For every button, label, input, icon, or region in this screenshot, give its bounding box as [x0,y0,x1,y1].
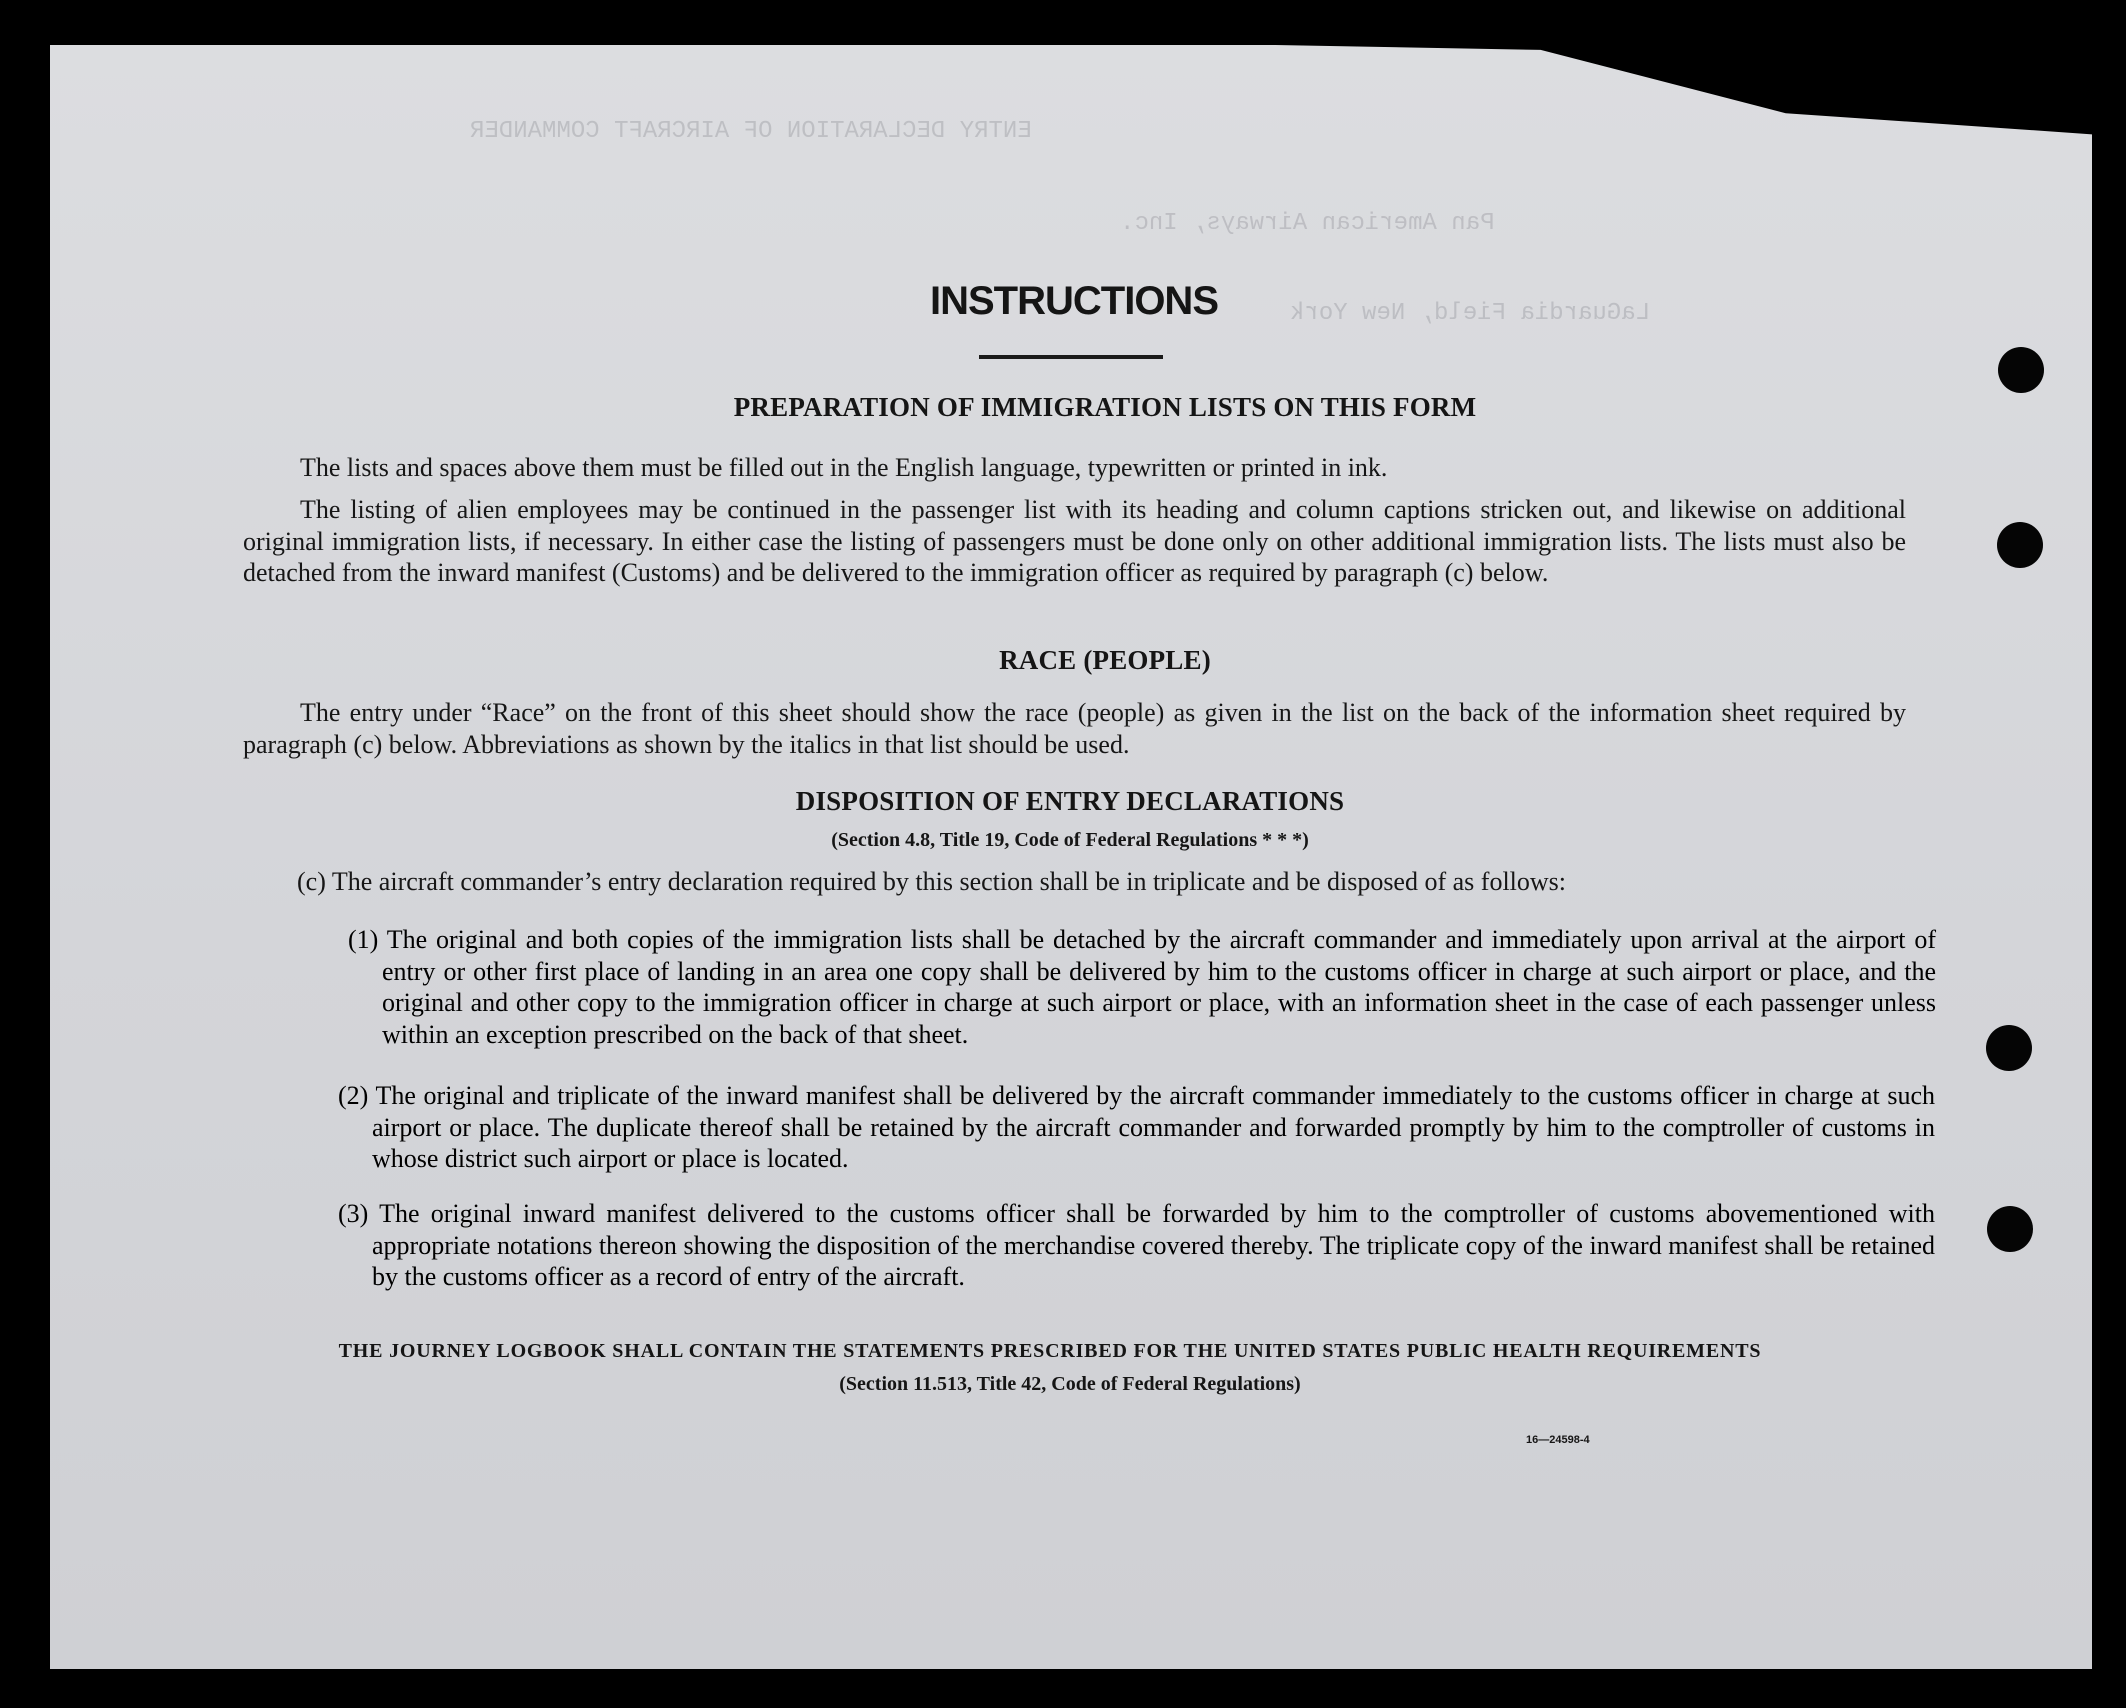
punch-hole [1986,1025,2032,1071]
paragraph-preparation-1 [243,452,1906,484]
section-heading-disposition: DISPOSITION OF ENTRY DECLARATIONS [795,786,1345,816]
list-item-1: (1) The original and both copies of the immigration lists shall be detached by the aircraft commander and immediately upon arrival at the airport of entry or other first place of landing in an area one copy shall be delivered by him to the customs officer in charge at such airport or place, and the original and other copy to the immigration officer in charge at such airport or place, with an information sheet in the case of each passenger unless within an exception prescribed on the back of that sheet. [348,925,1936,1049]
list-item-2: (2) The original and triplicate of the inward manifest shall be delivered by the aircraft commander immediately to the customs officer in charge at such airport or place. The duplicate thereof shall be retained by the aircraft commander and forwarded promptly by him to the comptroller of customs in whose district such airport or place is located. [338,1081,1935,1173]
bleed-through-mark: ENTRY DECLARATION OF AIRCRAFT COMMANDER [470,118,1032,145]
paragraph-text: The entry under “Race” on the front of this sheet should show the race (people) as given in the list on the back of the information sheet required by paragraph (c) below. Abbreviations as shown by the italics in that list should be used. [243,698,1906,759]
section-heading-preparation: PREPARATION OF IMMIGRATION LISTS ON THIS FORM [733,392,1477,422]
paragraph-race [243,697,1906,760]
paragraph-text: The lists and spaces above them must be filled out in the English language, typewritten or printed in ink. [300,453,1388,482]
title-underline [979,355,1163,359]
list-item-3: (3) The original inward manifest delivered to the customs officer shall be forwarded by him to the comptroller of customs abovementioned with appropriate notations thereon showing the disposition of the merchandise covered thereby. The triplicate copy of the inward manifest shall be retained by the customs officer as a record of entry of the aircraft. [338,1199,1935,1291]
section-heading-race: RACE (PEOPLE) [999,645,1211,675]
page-title: INSTRUCTIONS [930,279,1218,323]
punch-hole [1998,347,2044,393]
bleed-through-mark: Pan American Airways, Inc. [1120,210,1495,237]
form-number: 16—24598-4 [1526,1434,1590,1446]
footer-requirement: THE JOURNEY LOGBOOK SHALL CONTAIN THE STATEMENTS PRESCRIBED FOR THE UNITED STATES PUBLIC HEALTH REQUIREMENTS [338,1340,1762,1362]
paragraph-disposition-c: (c) The aircraft commander’s entry declaration required by this section shall be in triplicate and be disposed of as follows: [297,867,1567,896]
footer-citation: (Section 11.513, Title 42, Code of Federal Regulations) [839,1373,1301,1395]
punch-hole [1987,1206,2033,1252]
punch-hole [1997,522,2043,568]
bleed-through-mark: LaGuardia Field, New York [1290,300,1651,327]
paragraph-text: The listing of alien employees may be continued in the passenger list with its heading and column captions stricken out, and likewise on additional original immigration lists, if necessary. In either case the listing of passengers must be done only on other additional immigration lists. The lists must also be detached from the inward manifest (Customs) and be delivered to the immigration officer as required by paragraph (c) below. [243,495,1906,587]
paragraph-preparation-2 [243,494,1906,589]
section-subheading-disposition: (Section 4.8, Title 19, Code of Federal Regulations * * *) [831,829,1309,851]
